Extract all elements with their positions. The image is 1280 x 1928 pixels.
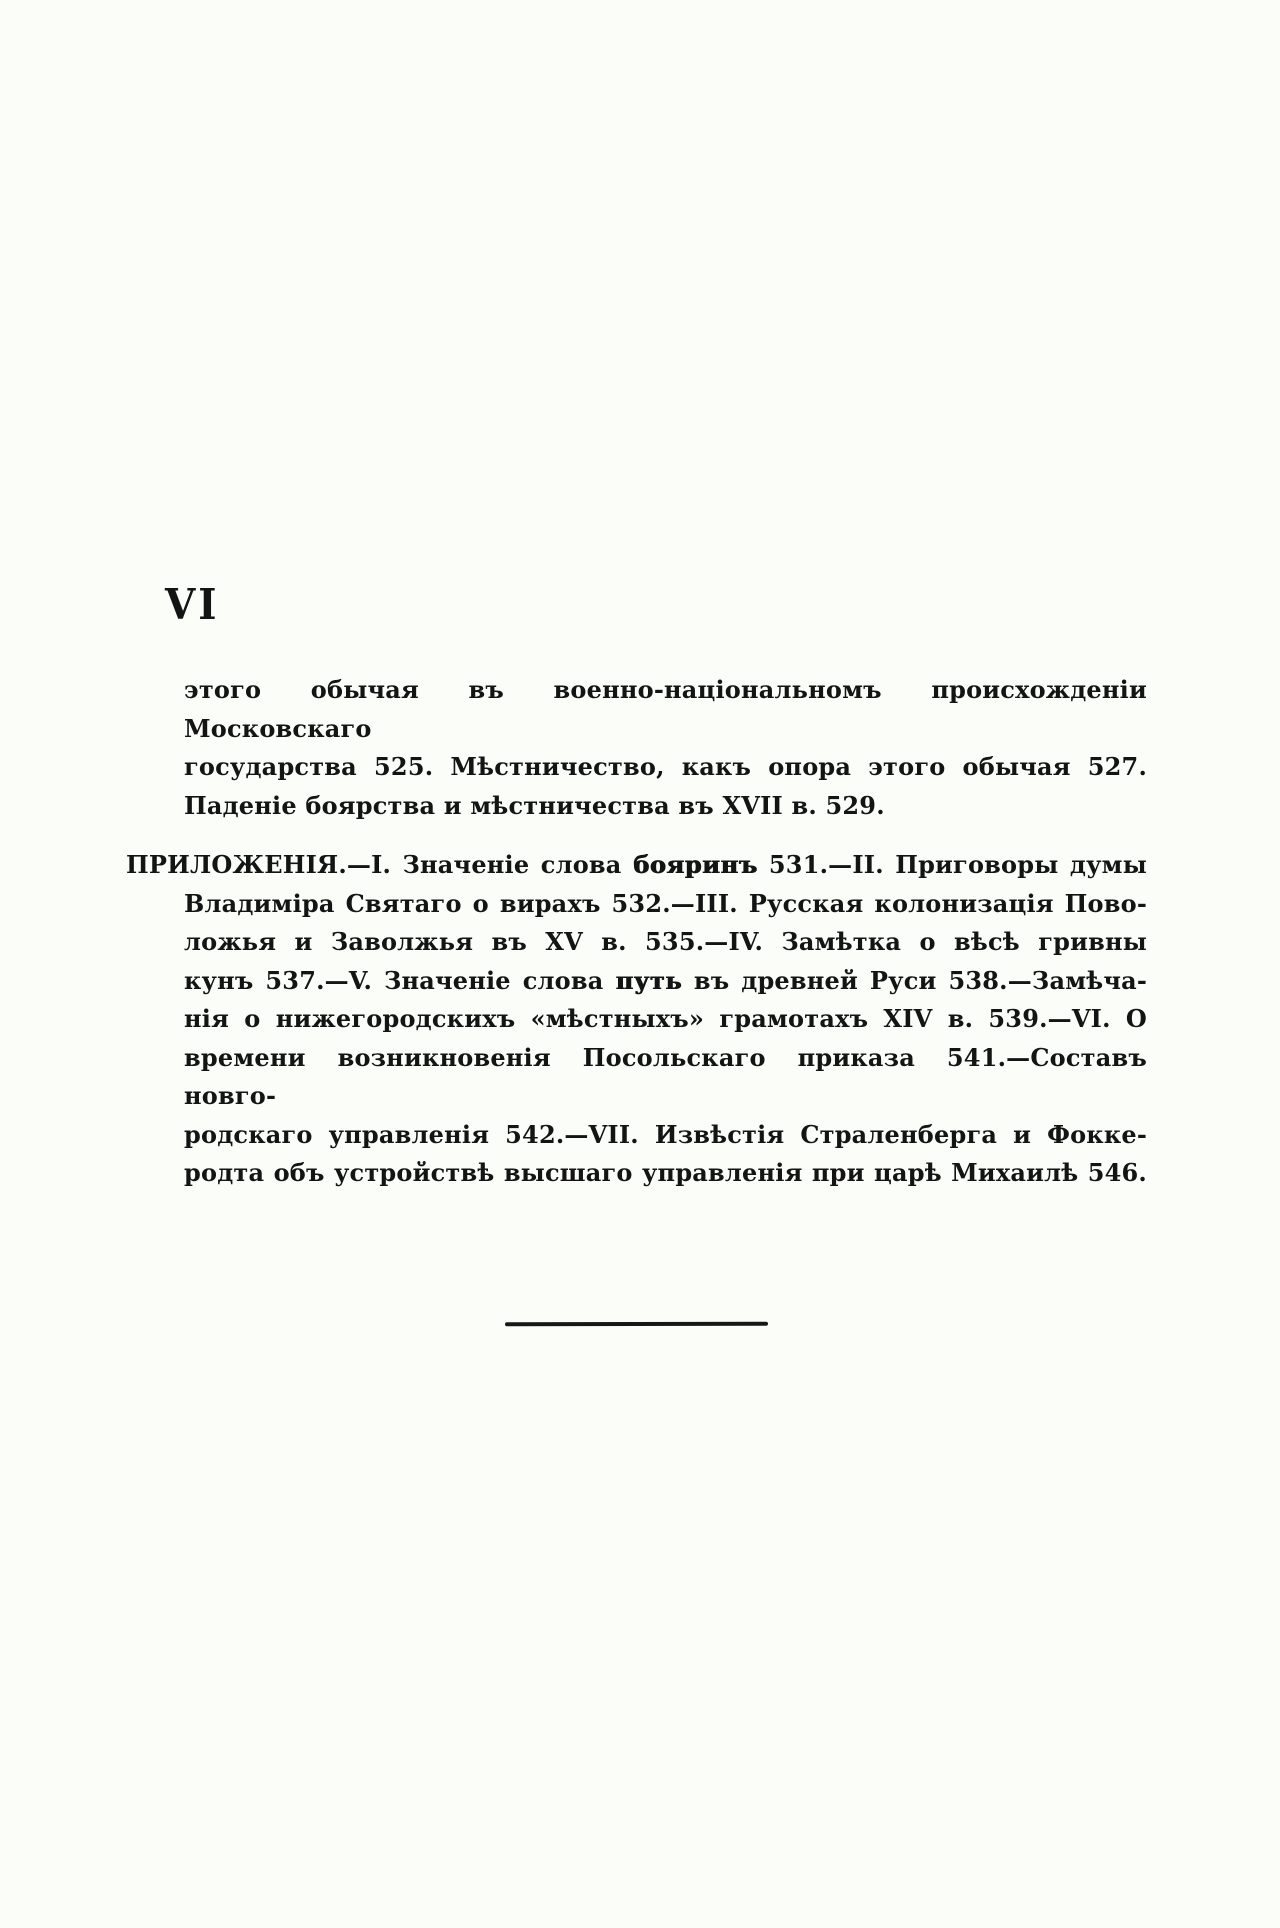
toc-text-segment: времени возникновенія Посольскаго приказа 541.—Составъ новго- [184,1042,1147,1110]
toc-line [184,885,1147,924]
toc-text-segment: государства 525. Мѣстничество, какъ опора этого обычая 527. [184,752,1147,781]
page-number: VI [165,580,220,630]
toc-text-segment: кунъ 537.—V. Значеніе слова [184,965,616,995]
toc-line [184,962,1147,1001]
toc-text-segment: ПРИЛОЖЕНІЯ.—I. Значеніе слова [126,850,633,879]
toc-text-segment: этого обычая въ военно-національномъ происхожденіи Московскаго [184,675,1147,743]
emphasized-term: путь [615,965,682,995]
toc-text-segment: ложья и Заволжья въ XV в. 535.—IV. Замѣтка о вѣсѣ гривны [184,927,1147,956]
toc-line [184,1039,1147,1116]
toc-entry-continuation [184,671,1147,825]
toc-text-segment: родскаго управленія 542.—VII. Извѣстія Страленберга и Фокке- [184,1119,1147,1149]
toc-content [126,671,1147,1193]
toc-line [184,1116,1147,1155]
toc-text-segment: 531.—II. Приговоры думы [757,850,1147,879]
emphasized-term: бояринъ [632,850,758,879]
toc-line [126,846,1147,885]
toc-text-segment: въ древней Руси 538.—Замѣча- [681,965,1147,995]
section-divider-rule [505,1322,768,1326]
toc-entry-appendices [126,846,1147,1193]
toc-line [184,671,1147,748]
toc-text-segment: нія о нижегородскихъ «мѣстныхъ» грамотахъ XIV в. 539.—VI. О [184,1004,1147,1033]
toc-line [184,1154,1147,1193]
toc-line [184,923,1147,962]
toc-line [184,1000,1147,1039]
toc-text-segment: Паденіе боярства и мѣстничества въ XVII в. 529. [184,790,885,820]
toc-line [184,748,1147,787]
toc-text-segment: родта объ устройствѣ высшаго управленія при царѣ Михаилѣ 546. [184,1158,1147,1187]
toc-line [184,787,1147,826]
toc-text-segment: Владиміра Святаго о вирахъ 532.—III. Русская колонизація Пово- [184,888,1147,918]
